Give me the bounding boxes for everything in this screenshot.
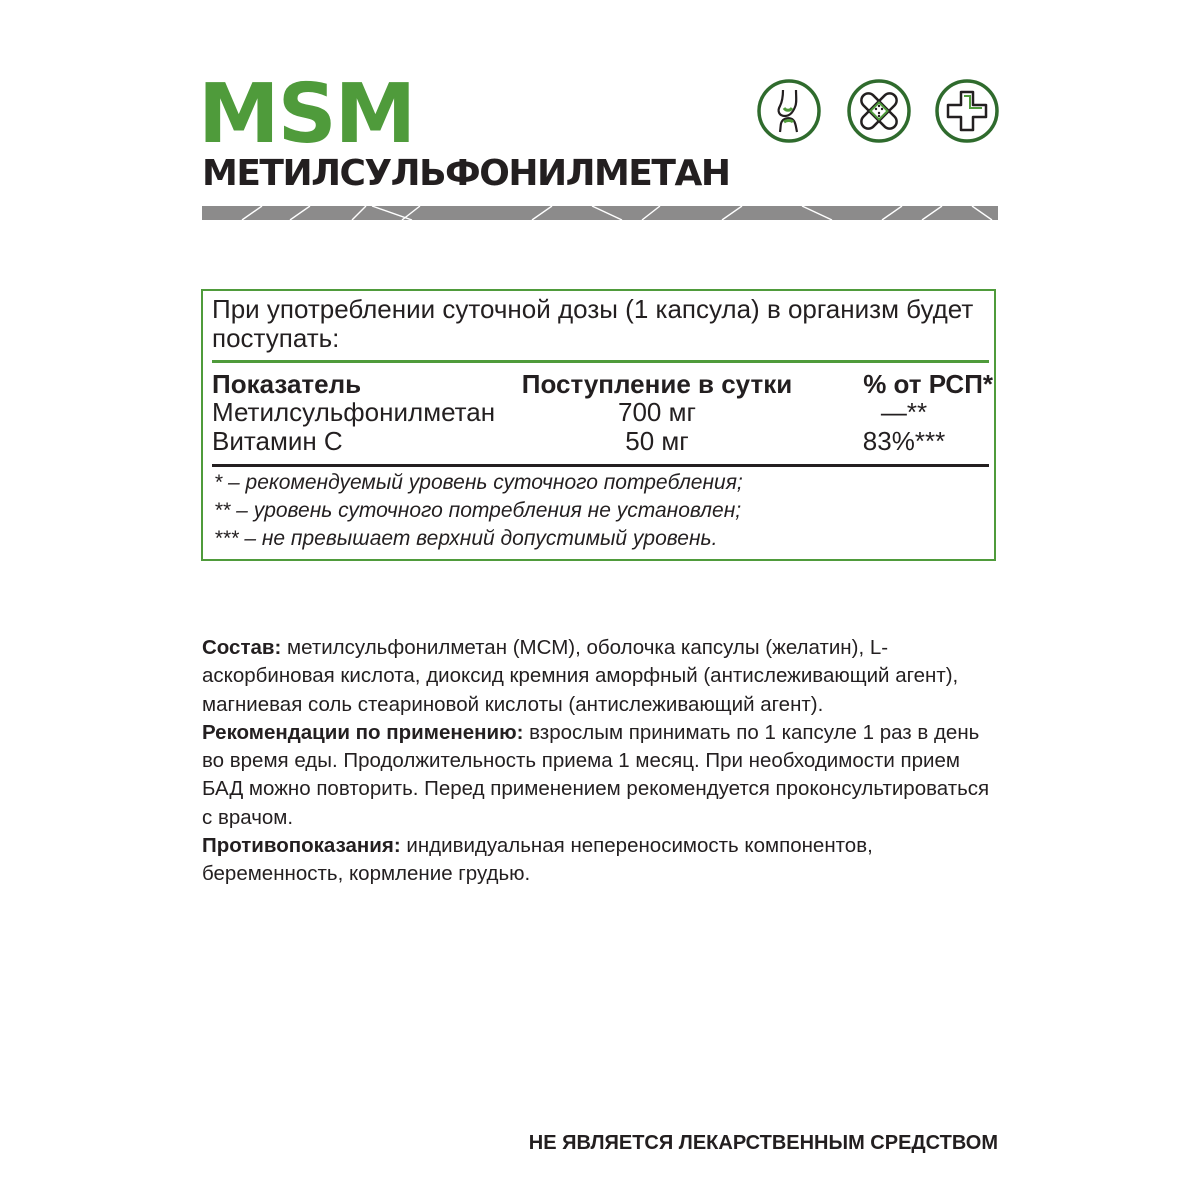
header-percent: % от РСП* (863, 369, 993, 399)
recommendations-text: взрослым принимать по 1 капсуле 1 раз в день во время еды. Продолжительность приема 1 месяц. При необходимости прием БАД можно повторить. Перед применением рекомендуется проконсультироваться с врачом. (202, 720, 990, 829)
label-description (202, 634, 1002, 889)
supplement-facts-box (201, 289, 996, 561)
footnotes (214, 469, 991, 553)
footnote: *** – не превышает верхний допустимый уровень. (214, 527, 718, 550)
composition-text: метилсульфонилметан (МСМ), оболочка капсулы (желатин), L-аскорбиновая кислота, диоксид кремния аморфный (антислеживающий агент), магниевая соль стеариновой кислоты (антислеживающий агент). (202, 636, 959, 716)
facts-header-row (212, 369, 993, 399)
recommendations-label: Рекомендации по применению: (202, 720, 524, 744)
product-title: MSM (198, 67, 415, 162)
product-subtitle: МЕТИЛСУЛЬФОНИЛМЕТАН (202, 153, 730, 194)
medical-cross-icon (934, 78, 1000, 144)
row-name: Метилсульфонилметан (212, 397, 496, 427)
row-percent: —** (880, 397, 928, 427)
composition-label: Состав: (202, 636, 282, 659)
contraindications-paragraph (202, 832, 1002, 889)
benefit-icons (756, 78, 1002, 144)
contraindications-text: индивидуальная непереносимость компонентов, беременность, кормление грудью. (202, 834, 873, 886)
facts-intro: При употреблении суточной дозы (1 капсула) в организм будет поступать: (212, 294, 974, 353)
bandage-icon (846, 78, 912, 144)
decorative-stripe (202, 206, 998, 220)
recommendations-paragraph (202, 719, 1002, 832)
facts-row (212, 427, 989, 455)
footnote-divider (212, 464, 989, 467)
composition-paragraph (202, 634, 1002, 719)
header-indicator: Показатель (212, 369, 362, 399)
row-name: Витамин С (212, 426, 343, 456)
joint-icon (756, 78, 822, 144)
disclaimer: НЕ ЯВЛЯЕТСЯ ЛЕКАРСТВЕННЫМ СРЕДСТВОМ (528, 1132, 998, 1154)
row-amount: 50 мг (625, 426, 689, 456)
footnote: * – рекомендуемый уровень суточного потребления; (214, 471, 743, 494)
row-amount: 700 мг (618, 397, 696, 427)
header-daily: Поступление в сутки (521, 369, 793, 399)
contraindications-label: Противопоказания: (202, 834, 401, 858)
facts-row (212, 398, 989, 426)
facts-divider (212, 360, 989, 363)
row-percent: 83%*** (862, 426, 946, 456)
footnote: ** – уровень суточного потребления не установлен; (214, 499, 742, 522)
